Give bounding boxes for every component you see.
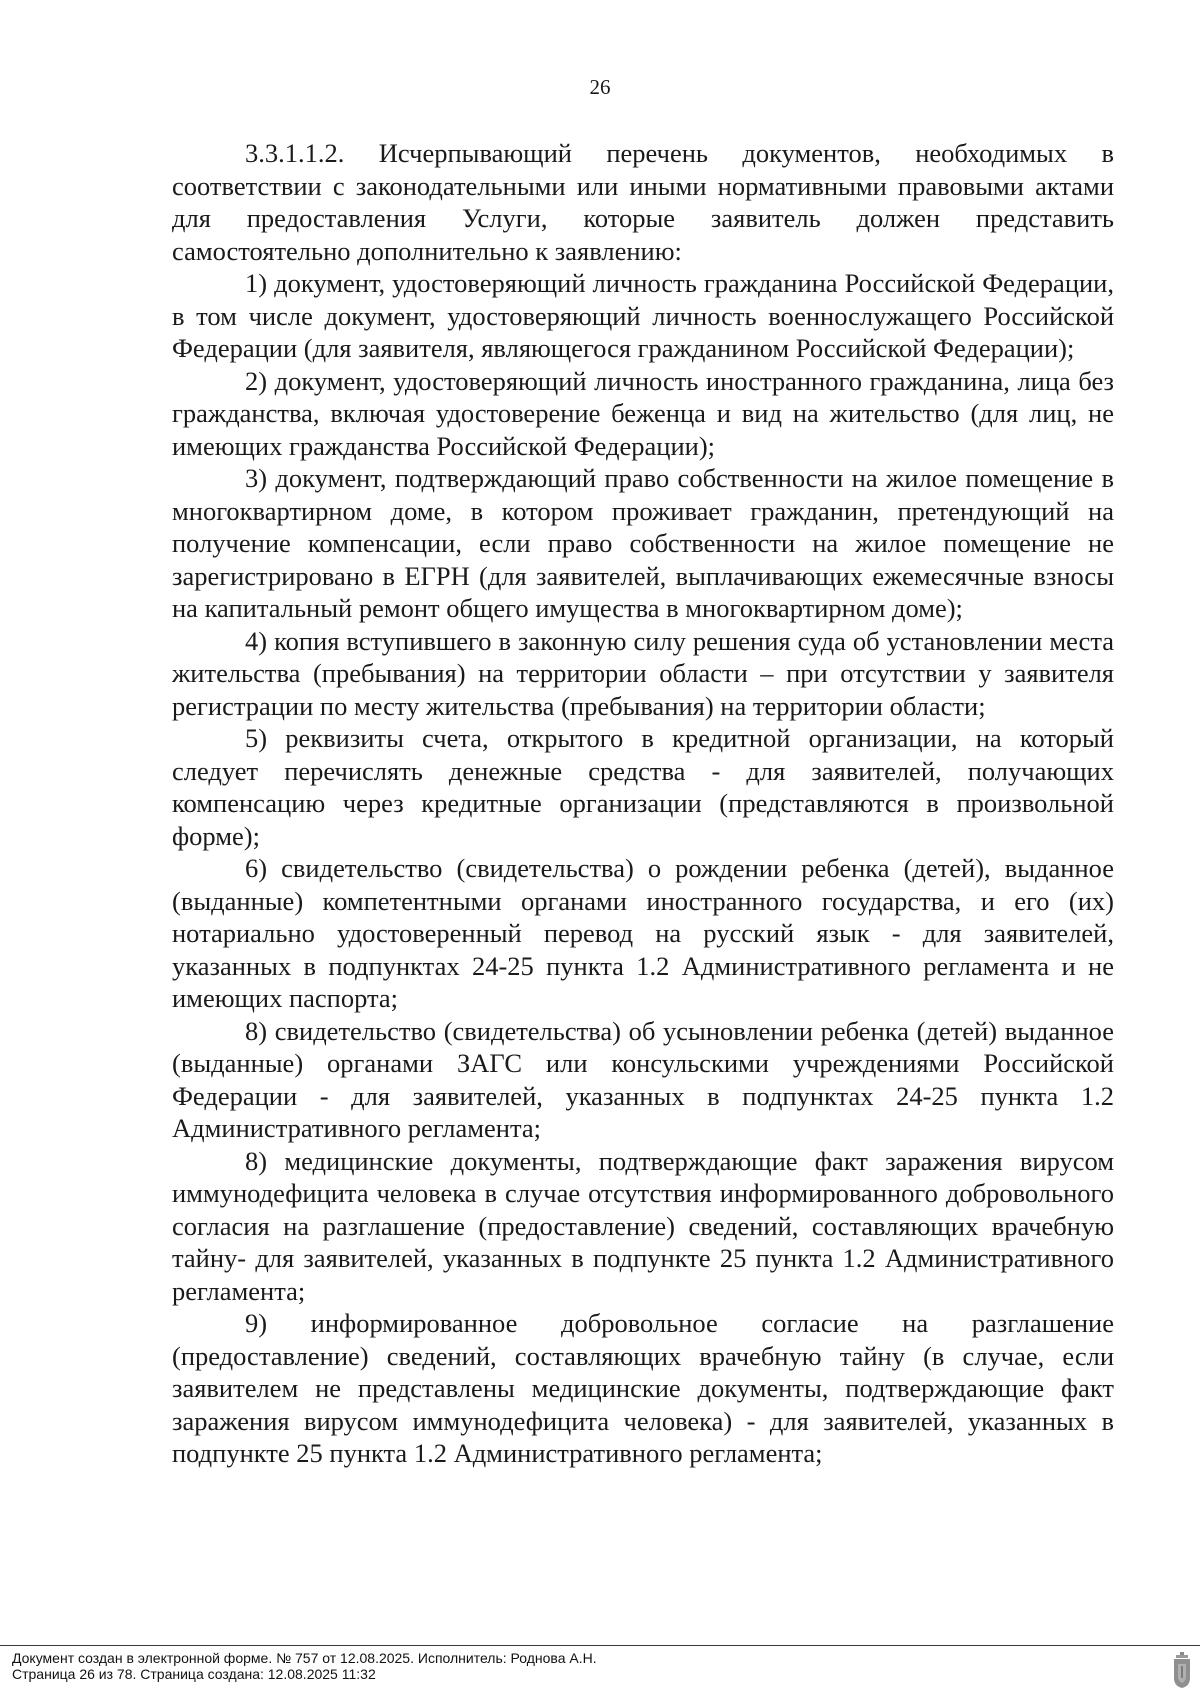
paragraph-heading: 3.3.1.1.2. Исчерпывающий перечень документов, необходимых в соответствии с законодательными или иными нормативными правовыми актами для предоставления Услуги, которые заявитель должен представить самостоятельно дополнительно к заявлению: — [172, 138, 1114, 266]
list-item-7: 8) свидетельство (свидетельства) об усыновлении ребенка (детей) выданное (выданные) органами ЗАГС или консульскими учреждениями Российской Федерации - для заявителей, указанных в подпунктах 24-25 пункта 1.2 Административного регламента; — [172, 1015, 1114, 1143]
list-item-3: 3) документ, подтверждающий право собственности на жилое помещение в многоквартирном доме, в котором проживает гражданин, претендующий на получение компенсации, если право собственности на жилое помещение не зарегистрировано в ЕГРН (для заявителей, выплачивающих ежемесячные взносы на капитальный ремонт общего имущества в многоквартирном доме); — [172, 463, 1114, 623]
document-body — [172, 137, 1114, 1470]
list-item-1: 1) документ, удостоверяющий личность гражданина Российской Федерации, в том числе документ, удостоверяющий личность военнослужащего Российской Федерации (для заявителя, являющегося гражданином Российской Федерации); — [172, 268, 1114, 363]
list-item-4: 4) копия вступившего в законную силу решения суда об установлении места жительства (пребывания) на территории области – при отсутствии у заявителя регистрации по месту жительства (пребывания) на территории области; — [172, 625, 1114, 721]
list-item-8: 8) медицинские документы, подтверждающие факт заражения вирусом иммунодефицита человека в случае отсутствия информированного добровольного согласия на разглашение (предоставление) сведений, составляющих врачебную тайну- для заявителей, указанных в подпункте 25 пункта 1.2 Административного регламента; — [172, 1145, 1114, 1306]
list-item-5: 5) реквизиты счета, открытого в кредитной организации, на который следует перечислять денежные средства - для заявителей, получающих компенсацию через кредитные организации (представляются в произвольной форме); — [172, 723, 1114, 851]
footer-document-info: Документ создан в электронной форме. № 757 от 12.08.2025. Исполнитель: Роднова А.Н. — [12, 1650, 597, 1666]
footer-page-info: Страница 26 из 78. Страница создана: 12.08.2025 11:32 — [12, 1666, 376, 1682]
list-item-2: 2) документ, удостоверяющий личность иностранного гражданина, лица без гражданства, включая удостоверение беженца и вид на жительство (для лиц, не имеющих гражданства Российской Федерации); — [172, 365, 1114, 461]
list-item-6: 6) свидетельство (свидетельства) о рождении ребенка (детей), выданное (выданные) компетентными органами иностранного государства, и его (их) нотариально удостоверенный перевод на русский язык - для заявителей, указанных в подпунктах 24-25 пункта 1.2 Административного регламента и не имеющих паспорта; — [172, 853, 1114, 1013]
page-number: 26 — [589, 75, 611, 99]
footer-divider — [0, 1645, 1200, 1646]
coat-of-arms-icon — [1170, 1650, 1194, 1690]
list-item-9: 9) информированное добровольное согласие на разглашение (предоставление) сведений, составляющих врачебную тайну (в случае, если заявителем не представлены медицинские документы, подтверждающие факт заражения вирусом иммунодефицита человека) - для заявителей, указанных в подпункте 25 пункта 1.2 Административного регламента; — [172, 1308, 1114, 1468]
footer — [12, 1650, 597, 1682]
